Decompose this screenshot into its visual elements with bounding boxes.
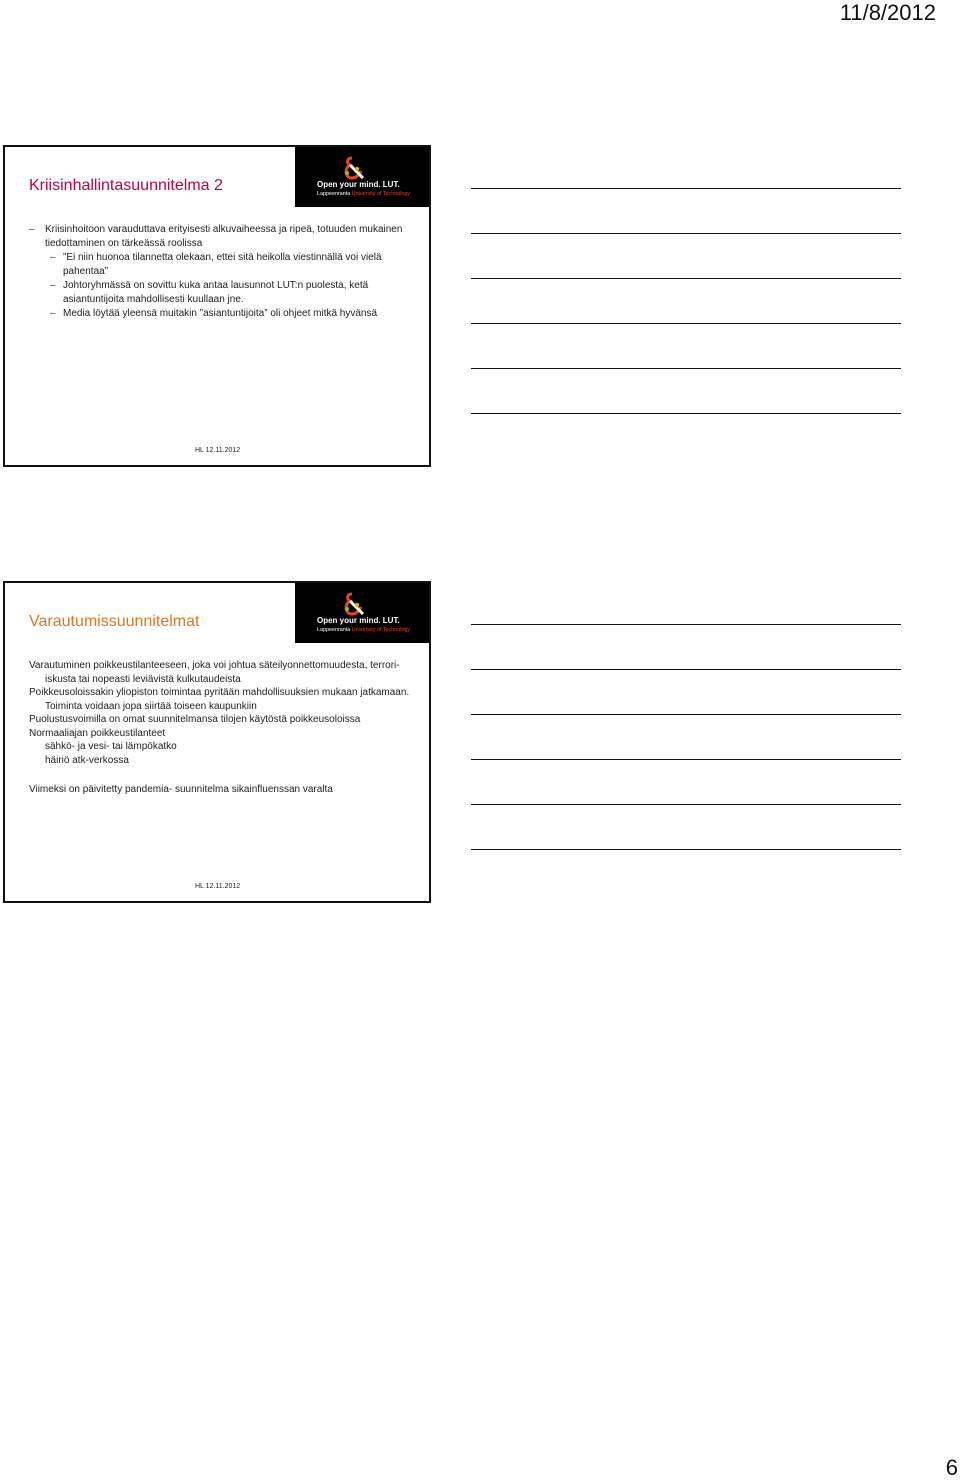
note-line bbox=[471, 624, 901, 625]
note-line bbox=[471, 849, 901, 850]
sub-paragraph: sähkö- ja vesi- tai lämpökatko bbox=[45, 741, 177, 752]
sub-paragraph: häiriö atk-verkossa bbox=[45, 754, 129, 766]
bullet-text: Media löytää yleensä muitakin ”asiantuntijoita” oli ohjeet mitkä hyvänsä bbox=[63, 308, 378, 319]
note-line bbox=[471, 669, 901, 670]
logo-city: Lappeenranta bbox=[317, 627, 351, 633]
logo-city: Lappeenranta bbox=[317, 191, 351, 197]
logo-tagline: Open your mind. LUT. bbox=[317, 180, 400, 189]
lut-logo bbox=[295, 583, 429, 643]
note-line bbox=[471, 368, 901, 369]
bullet-text: Kriisinhoitoon varauduttava erityisesti alkuvaiheessa ja ripeä, totuuden mukainen tiedottaminen on tärkeässä roolissa bbox=[45, 224, 403, 249]
page-number: 6 bbox=[945, 1455, 958, 1480]
slide-body bbox=[29, 659, 419, 797]
note-line bbox=[471, 233, 901, 234]
logo-university bbox=[317, 191, 410, 197]
paragraph: Varautuminen poikkeustilanteeseen, joka voi johtua säteilyonnettomuudesta, terrori-iskusta tai nopeasti leviävistä kulkutaudeista bbox=[29, 660, 400, 685]
note-line bbox=[471, 188, 901, 189]
dash-bullet-icon: – bbox=[50, 280, 56, 291]
bullet-item bbox=[29, 279, 419, 306]
notes-lines-1 bbox=[471, 188, 901, 458]
slide-2 bbox=[3, 581, 431, 903]
slide-1 bbox=[3, 145, 431, 467]
page-date: 11/8/2012 bbox=[839, 0, 936, 25]
ampersand-logo-icon bbox=[338, 156, 368, 180]
slide-footer: HL 12.11.2012 bbox=[195, 447, 241, 454]
note-line bbox=[471, 759, 901, 760]
logo-university bbox=[317, 627, 410, 633]
paragraph: Normaaliajan poikkeustilanteet bbox=[29, 727, 166, 739]
note-line bbox=[471, 714, 901, 715]
bullet-text: ”Ei niin huonoa tilannetta olekaan, ettei sitä heikolla viestinnällä voi vielä pahentaa” bbox=[63, 252, 382, 277]
logo-university-name: University of Technology bbox=[351, 191, 411, 197]
note-line bbox=[471, 278, 901, 279]
slide-title: Kriisinhallintasuunnitelma 2 bbox=[29, 177, 223, 194]
note-line bbox=[471, 413, 901, 414]
note-line bbox=[471, 804, 901, 805]
slide-body bbox=[29, 223, 419, 322]
bullet-item bbox=[29, 251, 419, 278]
dash-bullet-icon: – bbox=[50, 252, 56, 263]
ampersand-logo-icon bbox=[338, 592, 368, 616]
paragraph: Poikkeusoloissakin yliopiston toimintaa pyritään mahdollisuuksien mukaan jatkamaan. Toiminta voidaan jopa siirtää toiseen kaupunkiin bbox=[29, 687, 410, 712]
paragraph: Viimeksi on päivitetty pandemia- suunnitelma sikainfluenssan varalta bbox=[29, 784, 333, 795]
dash-bullet-icon: – bbox=[29, 224, 35, 235]
slide-footer: HL 12.11.2012 bbox=[195, 883, 241, 890]
bullet-item bbox=[29, 223, 419, 250]
lut-logo bbox=[295, 147, 429, 207]
logo-tagline: Open your mind. LUT. bbox=[317, 616, 400, 625]
logo-university-name: University of Technology bbox=[351, 627, 411, 633]
notes-lines-2 bbox=[471, 624, 901, 894]
slide-title: Varautumissuunnitelmat bbox=[29, 613, 200, 630]
bullet-text: Johtoryhmässä on sovittu kuka antaa lausunnot LUT:n puolesta, ketä asiantuntijoita mahdollisesti kuullaan jne. bbox=[63, 280, 369, 305]
dash-bullet-icon: – bbox=[50, 308, 56, 319]
paragraph: Puolustusvoimilla on omat suunnitelmansa tilojen käytöstä poikkeusoloissa bbox=[29, 714, 361, 725]
note-line bbox=[471, 323, 901, 324]
bullet-item bbox=[29, 307, 419, 321]
